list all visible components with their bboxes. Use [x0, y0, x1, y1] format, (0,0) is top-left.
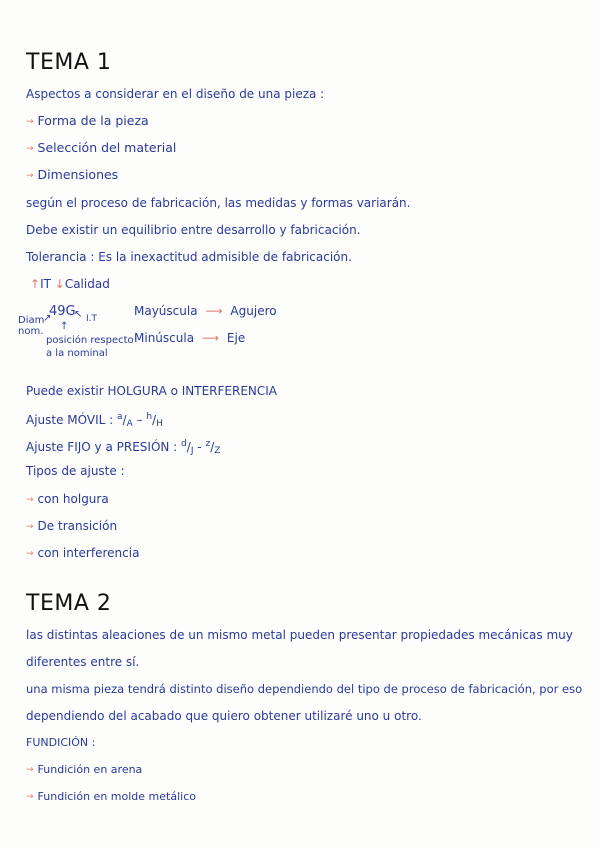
diagram-nom: nom.	[18, 326, 44, 337]
long-arrow-icon: ⟶	[201, 331, 220, 345]
diagram-it-arrow-icon: ↖	[74, 309, 83, 320]
diagram-diam: Diam	[18, 315, 45, 326]
tema1-line-debe: Debe existir un equilibrio entre desarrollo y fabricación.	[26, 223, 361, 237]
tipo-interferencia: → con interferencia	[26, 546, 140, 560]
tema2-line3: una misma pieza tendrá distinto diseño dependiendo del tipo de proceso de fabricación, por eso	[26, 682, 583, 696]
tipos-ajuste: Tipos de ajuste :	[26, 464, 125, 478]
tema1-title: TEMA 1	[26, 50, 112, 75]
diagram-arrow-icon: ↗	[43, 313, 52, 324]
ajuste-movil-row: Ajuste MÓVIL : $^a/_A - ^h/_H$	[26, 412, 163, 429]
small-arrow-icon: →	[26, 117, 34, 127]
tipo-transicion: → De transición	[26, 519, 118, 533]
tema2-line1: las distintas aleaciones de un mismo metal pueden presentar propiedades mecánicas muy	[26, 628, 573, 642]
small-arrow-icon: →	[26, 144, 34, 154]
up-arrow-icon: ↑	[30, 277, 41, 291]
diagram-pos2: a la nominal	[46, 348, 108, 359]
small-arrow-icon: →	[26, 792, 34, 802]
diagram-code: 49G	[49, 304, 76, 319]
diagram-pos1: posición respecto	[46, 335, 134, 346]
small-arrow-icon: →	[26, 765, 34, 775]
diagram-it: I.T	[86, 314, 98, 324]
tema1-intro: Aspectos a considerar en el diseño de una pieza :	[26, 87, 325, 101]
fundicion-molde: → Fundición en molde metálico	[26, 790, 196, 803]
small-arrow-icon: →	[26, 495, 34, 505]
tema2-title: TEMA 2	[26, 591, 112, 616]
it-calidad-row: ↑IT ↓Calidad	[30, 277, 110, 291]
ajuste-fijo-row: Ajuste FIJO y a PRESIÓN : $^d/_J - ^z/_Z$	[26, 439, 221, 456]
tema1-bullet-forma: → Forma de la pieza	[26, 113, 149, 128]
small-arrow-icon: →	[26, 522, 34, 532]
tema1-bullet-material: → Selección del material	[26, 140, 177, 155]
small-arrow-icon: →	[26, 549, 34, 559]
down-arrow-icon: ↓	[54, 277, 65, 291]
mayuscula-row: Mayúscula ⟶ Agujero	[134, 304, 277, 318]
tema1-bullet-dimensiones: → Dimensiones	[26, 167, 119, 182]
long-arrow-icon: ⟶	[205, 304, 223, 318]
tema1-line-holgura: Puede existir HOLGURA o INTERFERENCIA	[26, 384, 278, 398]
fundicion-heading: FUNDICIÓN :	[26, 736, 96, 749]
diagram-up-arrow-icon: ↑	[60, 321, 69, 332]
tema1-line-segun: según el proceso de fabricación, las medidas y formas variarán.	[26, 196, 411, 210]
tema2-line4: dependiendo del acabado que quiero obtener utilizaré uno u otro.	[26, 709, 422, 723]
fundicion-arena: → Fundición en arena	[26, 763, 143, 776]
tema2-line2: diferentes entre sí.	[26, 655, 140, 669]
tema1-line-tolerancia: Tolerancia : Es la inexactitud admisible de fabricación.	[26, 250, 352, 264]
minuscula-row: Minúscula ⟶ Eje	[134, 331, 246, 345]
small-arrow-icon: →	[26, 171, 34, 181]
tipo-holgura: → con holgura	[26, 492, 109, 506]
